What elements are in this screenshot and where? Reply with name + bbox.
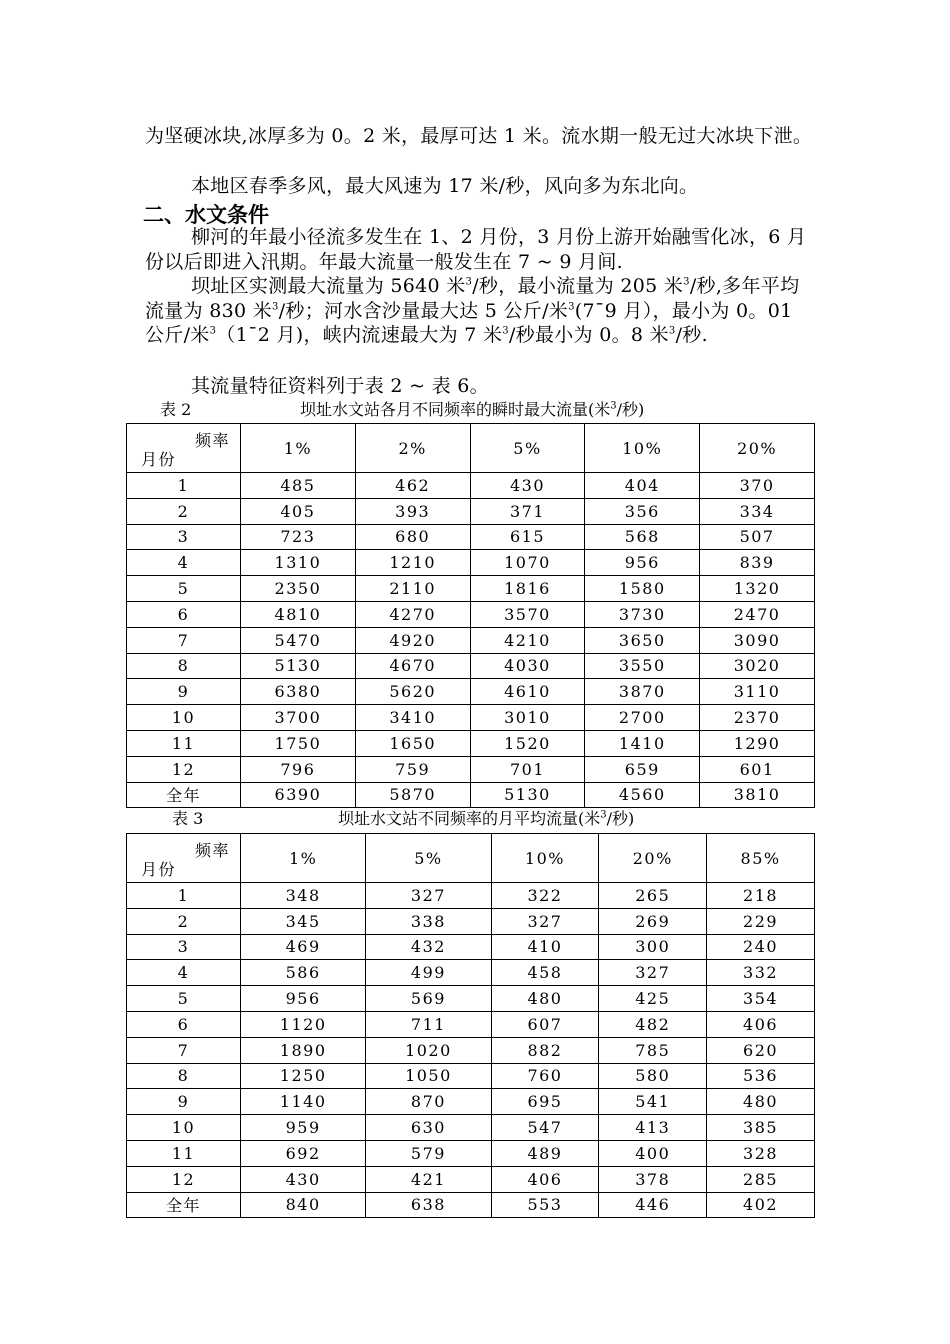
table-cell: 385 — [707, 1115, 815, 1141]
table-cell: 3020 — [700, 653, 815, 679]
table-row — [127, 653, 815, 679]
table-row — [127, 1115, 815, 1141]
table-cell: 218 — [707, 883, 815, 909]
table-cell: 579 — [366, 1140, 491, 1166]
table-cell: 607 — [491, 1011, 599, 1037]
table-row — [127, 524, 815, 550]
table3-title-text: 坝址水文站不同频率的月平均流量(米 — [338, 809, 601, 828]
table-cell: 265 — [599, 883, 707, 909]
table-cell: 393 — [355, 498, 470, 524]
table-row — [127, 679, 815, 705]
table-cell: 1140 — [241, 1089, 366, 1115]
table-cell: 882 — [491, 1037, 599, 1063]
table-cell: 5470 — [241, 627, 356, 653]
table-row-label: 6 — [127, 1011, 241, 1037]
table-cell: 1310 — [241, 550, 356, 576]
table-row — [127, 550, 815, 576]
paragraph-runoff — [145, 225, 815, 274]
flow-text-g: /秒最小为 0。8 米 — [508, 324, 669, 346]
table-cell: 480 — [707, 1089, 815, 1115]
table-cell: 4560 — [585, 782, 700, 808]
table-cell: 839 — [700, 550, 815, 576]
table-row — [127, 498, 815, 524]
table2-title-text: 坝址水文站各月不同频率的瞬时最大流量(米 — [300, 400, 611, 419]
superscript: 3 — [209, 325, 217, 337]
table-row-label: 6 — [127, 601, 241, 627]
table-cell: 430 — [470, 473, 585, 499]
table-cell: 3570 — [470, 601, 585, 627]
table-cell: 4270 — [355, 601, 470, 627]
table-cell: 695 — [491, 1089, 599, 1115]
table-cell: 1210 — [355, 550, 470, 576]
table-cell: 3410 — [355, 705, 470, 731]
table-cell: 692 — [241, 1140, 366, 1166]
table-cell: 1580 — [585, 576, 700, 602]
table-cell: 569 — [366, 986, 491, 1012]
table-row-label: 3 — [127, 524, 241, 550]
table-cell: 785 — [599, 1037, 707, 1063]
table-cell: 4610 — [470, 679, 585, 705]
table-cell: 580 — [599, 1063, 707, 1089]
table-cell: 586 — [241, 960, 366, 986]
superscript: 3 — [568, 301, 575, 313]
table-cell: 1750 — [241, 730, 356, 756]
table-corner-cell — [127, 834, 241, 883]
table-row — [127, 1140, 815, 1166]
table-row-label: 4 — [127, 550, 241, 576]
table-cell: 400 — [599, 1140, 707, 1166]
table-cell: 680 — [355, 524, 470, 550]
table-row — [127, 601, 815, 627]
table-cell: 2370 — [700, 705, 815, 731]
table-row-label: 7 — [127, 1037, 241, 1063]
table-cell: 1890 — [241, 1037, 366, 1063]
table2 — [126, 423, 815, 808]
table-cell: 5620 — [355, 679, 470, 705]
table3-title-unit: /秒) — [606, 809, 635, 828]
table-row — [127, 627, 815, 653]
table-cell: 322 — [491, 883, 599, 909]
table-row-label: 7 — [127, 627, 241, 653]
table-cell: 4920 — [355, 627, 470, 653]
table-row — [127, 908, 815, 934]
table-cell: 406 — [491, 1166, 599, 1192]
table-cell: 759 — [355, 756, 470, 782]
table-cell: 5130 — [470, 782, 585, 808]
table-cell: 760 — [491, 1063, 599, 1089]
flow-text-a: 坝址区实测最大流量为 5640 米 — [191, 275, 466, 297]
table-cell: 3090 — [700, 627, 815, 653]
table-cell: 1250 — [241, 1063, 366, 1089]
table-cell: 406 — [707, 1011, 815, 1037]
table-cell: 425 — [599, 986, 707, 1012]
paragraph-table-reference-text: 其流量特征资料列于表 2 ~ 表 6。 — [191, 375, 489, 397]
table-row — [127, 1063, 815, 1089]
table-header-cell: 5% — [470, 424, 585, 473]
table-cell: 3110 — [700, 679, 815, 705]
superscript: 3 — [600, 809, 607, 821]
table-cell: 3010 — [470, 705, 585, 731]
table-header-cell: 5% — [366, 834, 491, 883]
table-cell: 711 — [366, 1011, 491, 1037]
table-cell: 446 — [599, 1192, 707, 1218]
table-cell: 796 — [241, 756, 356, 782]
table-cell: 462 — [355, 473, 470, 499]
corner-label-month: 月份 — [141, 450, 177, 469]
table-cell: 485 — [241, 473, 356, 499]
table-cell: 1520 — [470, 730, 585, 756]
table-row — [127, 756, 815, 782]
table-row-label: 11 — [127, 1140, 241, 1166]
table-cell: 3550 — [585, 653, 700, 679]
superscript: 3 — [668, 325, 676, 337]
table-cell: 229 — [707, 908, 815, 934]
table-cell: 659 — [585, 756, 700, 782]
table-cell: 1070 — [470, 550, 585, 576]
table-cell: 327 — [491, 908, 599, 934]
superscript: 3 — [610, 400, 617, 412]
table-cell: 354 — [707, 986, 815, 1012]
table-cell: 5130 — [241, 653, 356, 679]
table2-number: 表 2 — [160, 400, 192, 419]
table-row — [127, 705, 815, 731]
table-cell: 432 — [366, 934, 491, 960]
table-row-label: 8 — [127, 653, 241, 679]
table-cell: 541 — [599, 1089, 707, 1115]
table-row-label: 10 — [127, 705, 241, 731]
superscript: 3 — [465, 276, 473, 288]
table-cell: 334 — [700, 498, 815, 524]
table-cell: 421 — [366, 1166, 491, 1192]
paragraph-table-reference — [145, 374, 815, 399]
table-cell: 482 — [599, 1011, 707, 1037]
table-cell: 5870 — [355, 782, 470, 808]
table-cell: 3810 — [700, 782, 815, 808]
section-heading-hydrology: 二、水文条件 — [143, 203, 269, 227]
table-cell: 1290 — [700, 730, 815, 756]
table-cell: 327 — [366, 883, 491, 909]
table-cell: 370 — [700, 473, 815, 499]
table-cell: 870 — [366, 1089, 491, 1115]
table-cell: 413 — [599, 1115, 707, 1141]
table-cell: 3870 — [585, 679, 700, 705]
table-row-label: 10 — [127, 1115, 241, 1141]
table-cell: 4810 — [241, 601, 356, 627]
table-cell: 601 — [700, 756, 815, 782]
table-corner-cell — [127, 424, 241, 473]
table-header-cell: 2% — [355, 424, 470, 473]
table-header-cell: 10% — [491, 834, 599, 883]
table-cell: 4030 — [470, 653, 585, 679]
table-cell: 553 — [491, 1192, 599, 1218]
table-cell: 402 — [707, 1192, 815, 1218]
table-cell: 3700 — [241, 705, 356, 731]
flow-text-f: （1¯2 月)，峡内流速最大为 7 米 — [216, 324, 503, 346]
table-cell: 701 — [470, 756, 585, 782]
table-cell: 1120 — [241, 1011, 366, 1037]
table-row — [127, 934, 815, 960]
table-cell: 269 — [599, 908, 707, 934]
table-cell: 2110 — [355, 576, 470, 602]
table-cell: 3650 — [585, 627, 700, 653]
table-header-cell: 1% — [241, 424, 356, 473]
table-row-label: 9 — [127, 1089, 241, 1115]
flow-text-d: /秒；河水含沙量最大达 5 公斤/米 — [278, 299, 569, 322]
table-header-row — [127, 834, 815, 883]
table-header-row — [127, 424, 815, 473]
table-cell: 430 — [241, 1166, 366, 1192]
table-row-label: 9 — [127, 679, 241, 705]
table-row-label: 2 — [127, 498, 241, 524]
paragraph-wind-text: 本地区春季多风，最大风速为 17 米/秒，风向多为东北向。 — [191, 175, 699, 197]
table-cell: 630 — [366, 1115, 491, 1141]
corner-label-frequency: 频率 — [194, 431, 230, 450]
table-row-label: 4 — [127, 960, 241, 986]
table-row-label: 8 — [127, 1063, 241, 1089]
table-cell: 547 — [491, 1115, 599, 1141]
table-cell: 1050 — [366, 1063, 491, 1089]
table-cell: 615 — [470, 524, 585, 550]
table-cell: 723 — [241, 524, 356, 550]
table-cell: 405 — [241, 498, 356, 524]
table-cell: 4670 — [355, 653, 470, 679]
table-row — [127, 1089, 815, 1115]
table-cell: 956 — [585, 550, 700, 576]
table-cell: 371 — [470, 498, 585, 524]
table-cell: 4210 — [470, 627, 585, 653]
table-cell: 356 — [585, 498, 700, 524]
table-row — [127, 473, 815, 499]
table-row-label: 12 — [127, 756, 241, 782]
table-row — [127, 1037, 815, 1063]
table-row-label: 5 — [127, 986, 241, 1012]
table-cell: 1320 — [700, 576, 815, 602]
table-cell: 327 — [599, 960, 707, 986]
table-row — [127, 960, 815, 986]
table-cell: 6380 — [241, 679, 356, 705]
table-row-label: 12 — [127, 1166, 241, 1192]
table3 — [126, 833, 815, 1218]
table-cell: 410 — [491, 934, 599, 960]
table3-title — [338, 809, 634, 829]
table-cell: 2700 — [585, 705, 700, 731]
table-cell: 1020 — [366, 1037, 491, 1063]
table-cell: 345 — [241, 908, 366, 934]
table-header-cell: 20% — [599, 834, 707, 883]
superscript: 3 — [683, 276, 690, 288]
paragraph-ice: 为坚硬冰块,冰厚多为 0。2 米，最厚可达 1 米。流水期一般无过大冰块下泄。 — [145, 125, 813, 147]
table3-number: 表 3 — [172, 809, 204, 828]
table-header-cell: 20% — [700, 424, 815, 473]
table-cell: 840 — [241, 1192, 366, 1218]
table-row — [127, 576, 815, 602]
table-cell: 620 — [707, 1037, 815, 1063]
table-row — [127, 730, 815, 756]
table-header-cell: 1% — [241, 834, 366, 883]
table-row-label: 1 — [127, 473, 241, 499]
table-cell: 3730 — [585, 601, 700, 627]
table-header-cell: 10% — [585, 424, 700, 473]
table-cell: 332 — [707, 960, 815, 986]
table-cell: 536 — [707, 1063, 815, 1089]
table-cell: 469 — [241, 934, 366, 960]
table-row-label: 3 — [127, 934, 241, 960]
table-cell: 404 — [585, 473, 700, 499]
table-row-label: 11 — [127, 730, 241, 756]
table-cell: 1816 — [470, 576, 585, 602]
flow-text-h: /秒. — [675, 324, 708, 346]
table-cell: 480 — [491, 986, 599, 1012]
table-row-label: 全年 — [127, 782, 241, 808]
corner-label-month: 月份 — [141, 860, 177, 879]
table-cell: 1650 — [355, 730, 470, 756]
table-cell: 338 — [366, 908, 491, 934]
table-cell: 240 — [707, 934, 815, 960]
table-cell: 300 — [599, 934, 707, 960]
table-cell: 6390 — [241, 782, 356, 808]
table-cell: 489 — [491, 1140, 599, 1166]
table-header-cell: 85% — [707, 834, 815, 883]
table-row — [127, 883, 815, 909]
table-cell: 285 — [707, 1166, 815, 1192]
table-cell: 2350 — [241, 576, 356, 602]
flow-text-c: /秒,多年平均流量为 830 米 — [145, 275, 800, 322]
table-row — [127, 1011, 815, 1037]
superscript: 3 — [502, 325, 509, 337]
table-row — [127, 782, 815, 808]
table-cell: 568 — [585, 524, 700, 550]
table-cell: 959 — [241, 1115, 366, 1141]
table-cell: 378 — [599, 1166, 707, 1192]
flow-text-e: (7¯9 月），最小为 0。01 公斤/米 — [145, 299, 793, 346]
table-cell: 499 — [366, 960, 491, 986]
table2-title-unit: /秒) — [616, 400, 645, 419]
table-cell: 638 — [366, 1192, 491, 1218]
paragraph-runoff-text: 柳河的年最小径流多发生在 1、2 月份，3 月份上游开始融雪化冰，6 月份以后即进入汛期。年最大流量一般发生在 7 ~ 9 月间. — [145, 226, 807, 273]
table-cell: 2470 — [700, 601, 815, 627]
superscript: 3 — [272, 301, 279, 313]
corner-label-frequency: 频率 — [194, 841, 230, 860]
table-cell: 956 — [241, 986, 366, 1012]
paragraph-flow-measurements — [145, 274, 815, 348]
table-cell: 458 — [491, 960, 599, 986]
table2-title — [300, 400, 644, 420]
paragraph-wind — [145, 174, 815, 199]
table-row — [127, 1192, 815, 1218]
table-cell: 348 — [241, 883, 366, 909]
table-row-label: 5 — [127, 576, 241, 602]
table-row-label: 全年 — [127, 1192, 241, 1218]
table-row — [127, 1166, 815, 1192]
table-cell: 1410 — [585, 730, 700, 756]
table-row-label: 1 — [127, 883, 241, 909]
table-row — [127, 986, 815, 1012]
table-cell: 507 — [700, 524, 815, 550]
table-cell: 328 — [707, 1140, 815, 1166]
flow-text-b: /秒，最小流量为 205 米 — [472, 275, 684, 297]
table-row-label: 2 — [127, 908, 241, 934]
